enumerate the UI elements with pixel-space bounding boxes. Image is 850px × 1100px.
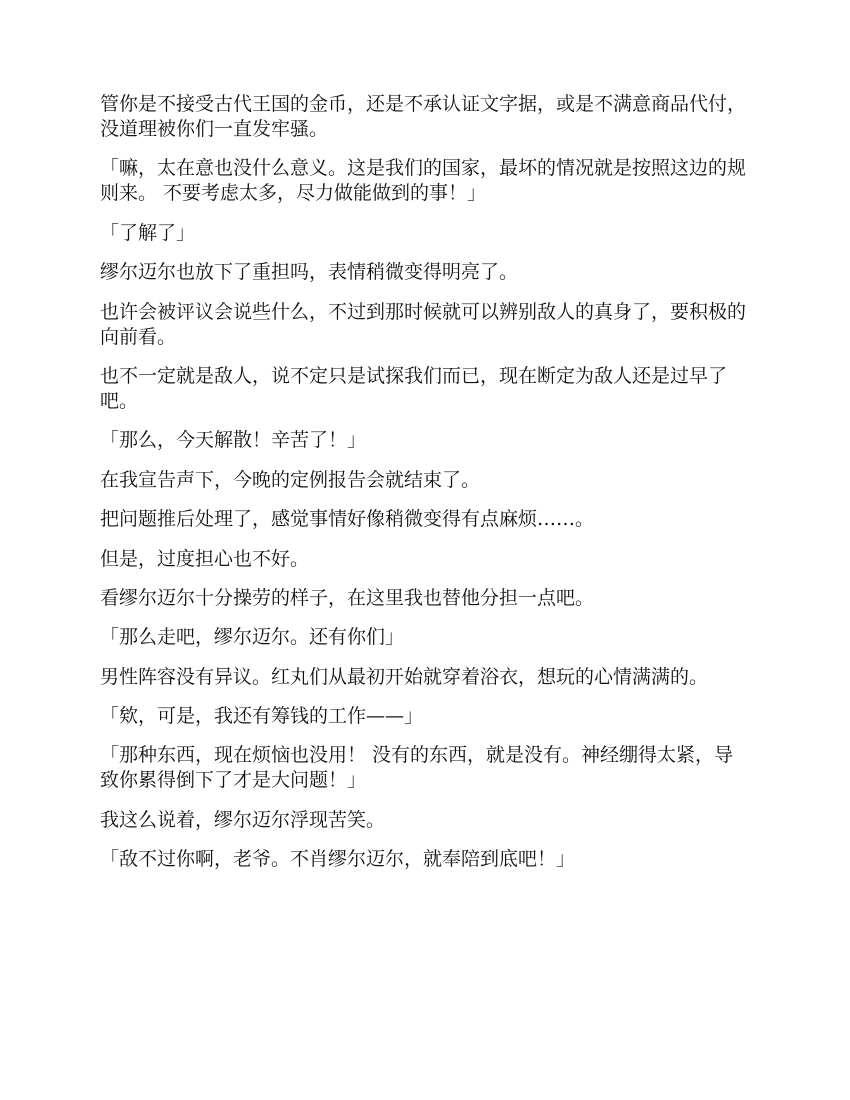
paragraph: 男性阵容没有异议。红丸们从最初开始就穿着浴衣，想玩的心情满满的。 (100, 665, 709, 688)
paragraph: 「那么，今天解散！辛苦了！」 (100, 429, 367, 452)
paragraph: 缪尔迈尔也放下了重担吗，表情稍微变得明亮了。 (100, 261, 519, 284)
paragraph: 「嘛，太在意也没什么意义。这是我们的国家，最坏的情况就是按照这边的规则来。 不要考虑太多，尽力做能做到的事！」 (100, 157, 747, 205)
paragraph: 「敌不过你啊，老爷。不肖缪尔迈尔，就奉陪到底吧！」 (100, 848, 576, 871)
paragraph: 「了解了」 (100, 221, 196, 244)
paragraph: 但是，过度担心也不好。 (100, 547, 310, 570)
paragraph: 管你是不接受古代王国的金币，还是不承认证文字据，或是不满意商品代付，没道理被你们一直发牢骚。 (100, 93, 747, 140)
paragraph: 也不一定就是敌人，说不定只是试探我们而已，现在断定为敌人还是过早了吧。 (100, 364, 728, 412)
paragraph: 在我宣告声下，今晚的定例报告会就结束了。 (100, 468, 481, 491)
paragraph: 看缪尔迈尔十分操劳的样子，在这里我也替他分担一点吧。 (100, 586, 595, 609)
paragraph: 把问题推后处理了，感觉事情好像稍微变得有点麻烦……。 (100, 508, 595, 531)
paragraph: 我这么说着，缪尔迈尔浮现苦笑。 (100, 808, 386, 831)
document-page (100, 92, 750, 887)
paragraph: 「那么走吧，缪尔迈尔。还有你们」 (100, 626, 405, 649)
paragraph: 「那种东西，现在烦恼也没用！ 没有的东西，就是没有。神经绷得太紧，导致你累得倒下了才是大问题！」 (100, 744, 734, 792)
paragraph: 「欸，可是，我还有筹钱的工作——」 (100, 705, 424, 728)
paragraph: 也许会被评议会说些什么，不过到那时候就可以辨别敌人的真身了，要积极的向前看。 (100, 300, 747, 348)
